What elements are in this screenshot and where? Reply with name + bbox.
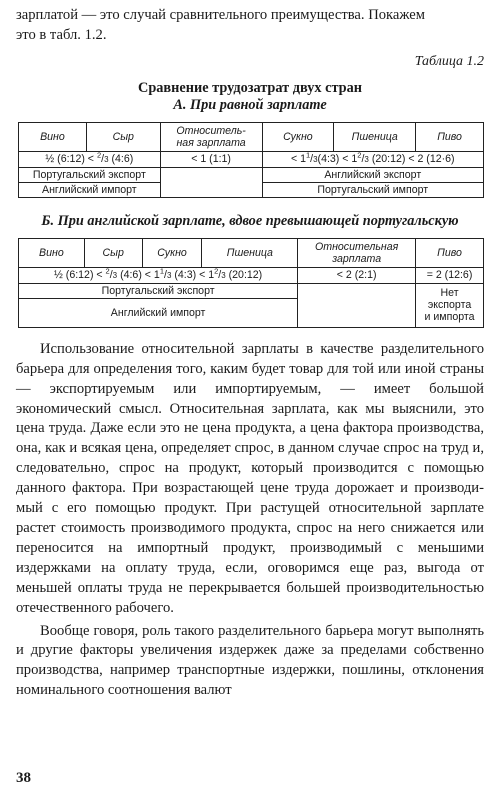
table-a-ratio-mid: < 1 (1:1) — [160, 151, 262, 167]
table-b-england-import: Английский импорт — [19, 298, 298, 327]
table-a-header-cell: Сыр — [86, 122, 160, 151]
paragraph-1: Использование относительной зарплаты в качестве разделительного барьера для определения того, каким будет товар для той или иной страны — экспортируемым или импортируемым, — имеет большой экономический смысл. Относительная зарплата, как мы выяснили, это цена труда. Даже если это не цена продукта, а цена фактора производства, она, как и всякая цена, определяет спрос, в данном случае спрос на труд и, следовательно, спрос на продукт, который производится с помощью данного фактора. При возрастающей цене труда дорожает и производимый с его помощью продукт. При растущей относительной зарплате растет стоимость производимого продукта, спрос на него снижается или переносится на импортный продукт, производимый с меньшими издержками на оплату труда, если, оговоримся еще раз, выгода от меньшей оплаты труда не перекрывается большей производительностью отечественного рабочего. — [16, 340, 484, 616]
table-a-header-row — [19, 122, 484, 151]
table-a-empty-cell — [160, 167, 262, 197]
table-b-ratio-mid: < 2 (2:1) — [298, 267, 416, 283]
table-b-header-cell: Пиво — [416, 238, 484, 267]
table-a-portugal-import: Португальский импорт — [262, 182, 483, 197]
table-a-header-cell: Сукно — [262, 122, 334, 151]
table-a-header-cell: Вино — [19, 122, 87, 151]
table-a-england-export: Английский экспорт — [262, 167, 483, 182]
table-a-england-import: Английский импорт — [19, 182, 161, 197]
table-b-header-cell: Сукно — [142, 238, 202, 267]
table-a-ratio-right: < $1^1/3(4:3) < 1^2/3$ (20:12) < 2 (12·6) — [262, 151, 483, 167]
table-b-ratio-row — [19, 267, 484, 283]
table-b-no-trade: Нет экспорта и импорта — [416, 283, 484, 327]
table-a-portugal-export: Португальский экспорт — [19, 167, 161, 182]
table-a — [18, 122, 484, 198]
table-title: Сравнение трудозатрат двух стран — [138, 79, 362, 96]
table-b — [18, 238, 484, 328]
table-b-header-cell: Пшеница — [202, 238, 298, 267]
table-b-ratio-left: ½ (6:12) < $^2$/3 (4:6) < $1^1/3$ (4:3) < $1^2/3$ (20:12) — [19, 267, 298, 283]
table-b-header-cell: Относительная зарплата — [298, 238, 416, 267]
table-b-export-row — [19, 283, 484, 298]
table-a-header-cell: Пиво — [416, 122, 484, 151]
page — [16, 6, 484, 701]
table-b-ratio-right: = 2 (12:6) — [416, 267, 484, 283]
intro-line-2: это в табл. 1.2. — [16, 26, 107, 43]
table-b-header-cell: Вино — [19, 238, 85, 267]
table-a-ratio-row — [19, 151, 484, 167]
section-a-title: А. При равной зарплате — [173, 96, 327, 113]
table-b-header-cell: Сыр — [84, 238, 142, 267]
paragraph-2: Вообще говоря, роль такого разделительного барьера могут выполнять и другие факторы увеличения издержек даже за пределами собственно производства, например транспортные издержки, пошлины, отклонения номинального соотношения валют — [16, 622, 484, 699]
table-b-portugal-export: Португальский экспорт — [19, 283, 298, 298]
table-a-header-cell: Относитель- ная зарплата — [160, 122, 262, 151]
body-text — [16, 340, 484, 701]
table-a-ratio-left: ½ (6:12) < $^2$/3 (4:6) — [19, 151, 161, 167]
table-b-header-row — [19, 238, 484, 267]
table-a-export-row — [19, 167, 484, 182]
intro-line-1: зарплатой — это случай сравнительного преимущества. Покажем — [16, 7, 425, 23]
table-label: Таблица 1.2 — [414, 53, 484, 69]
section-b-title: Б. При английской зарплате, вдвое превышающей португальскую — [41, 212, 459, 229]
table-a-header-cell: Пшеница — [334, 122, 416, 151]
page-number: 38 — [16, 770, 31, 786]
table-b-empty-cell — [298, 283, 416, 327]
